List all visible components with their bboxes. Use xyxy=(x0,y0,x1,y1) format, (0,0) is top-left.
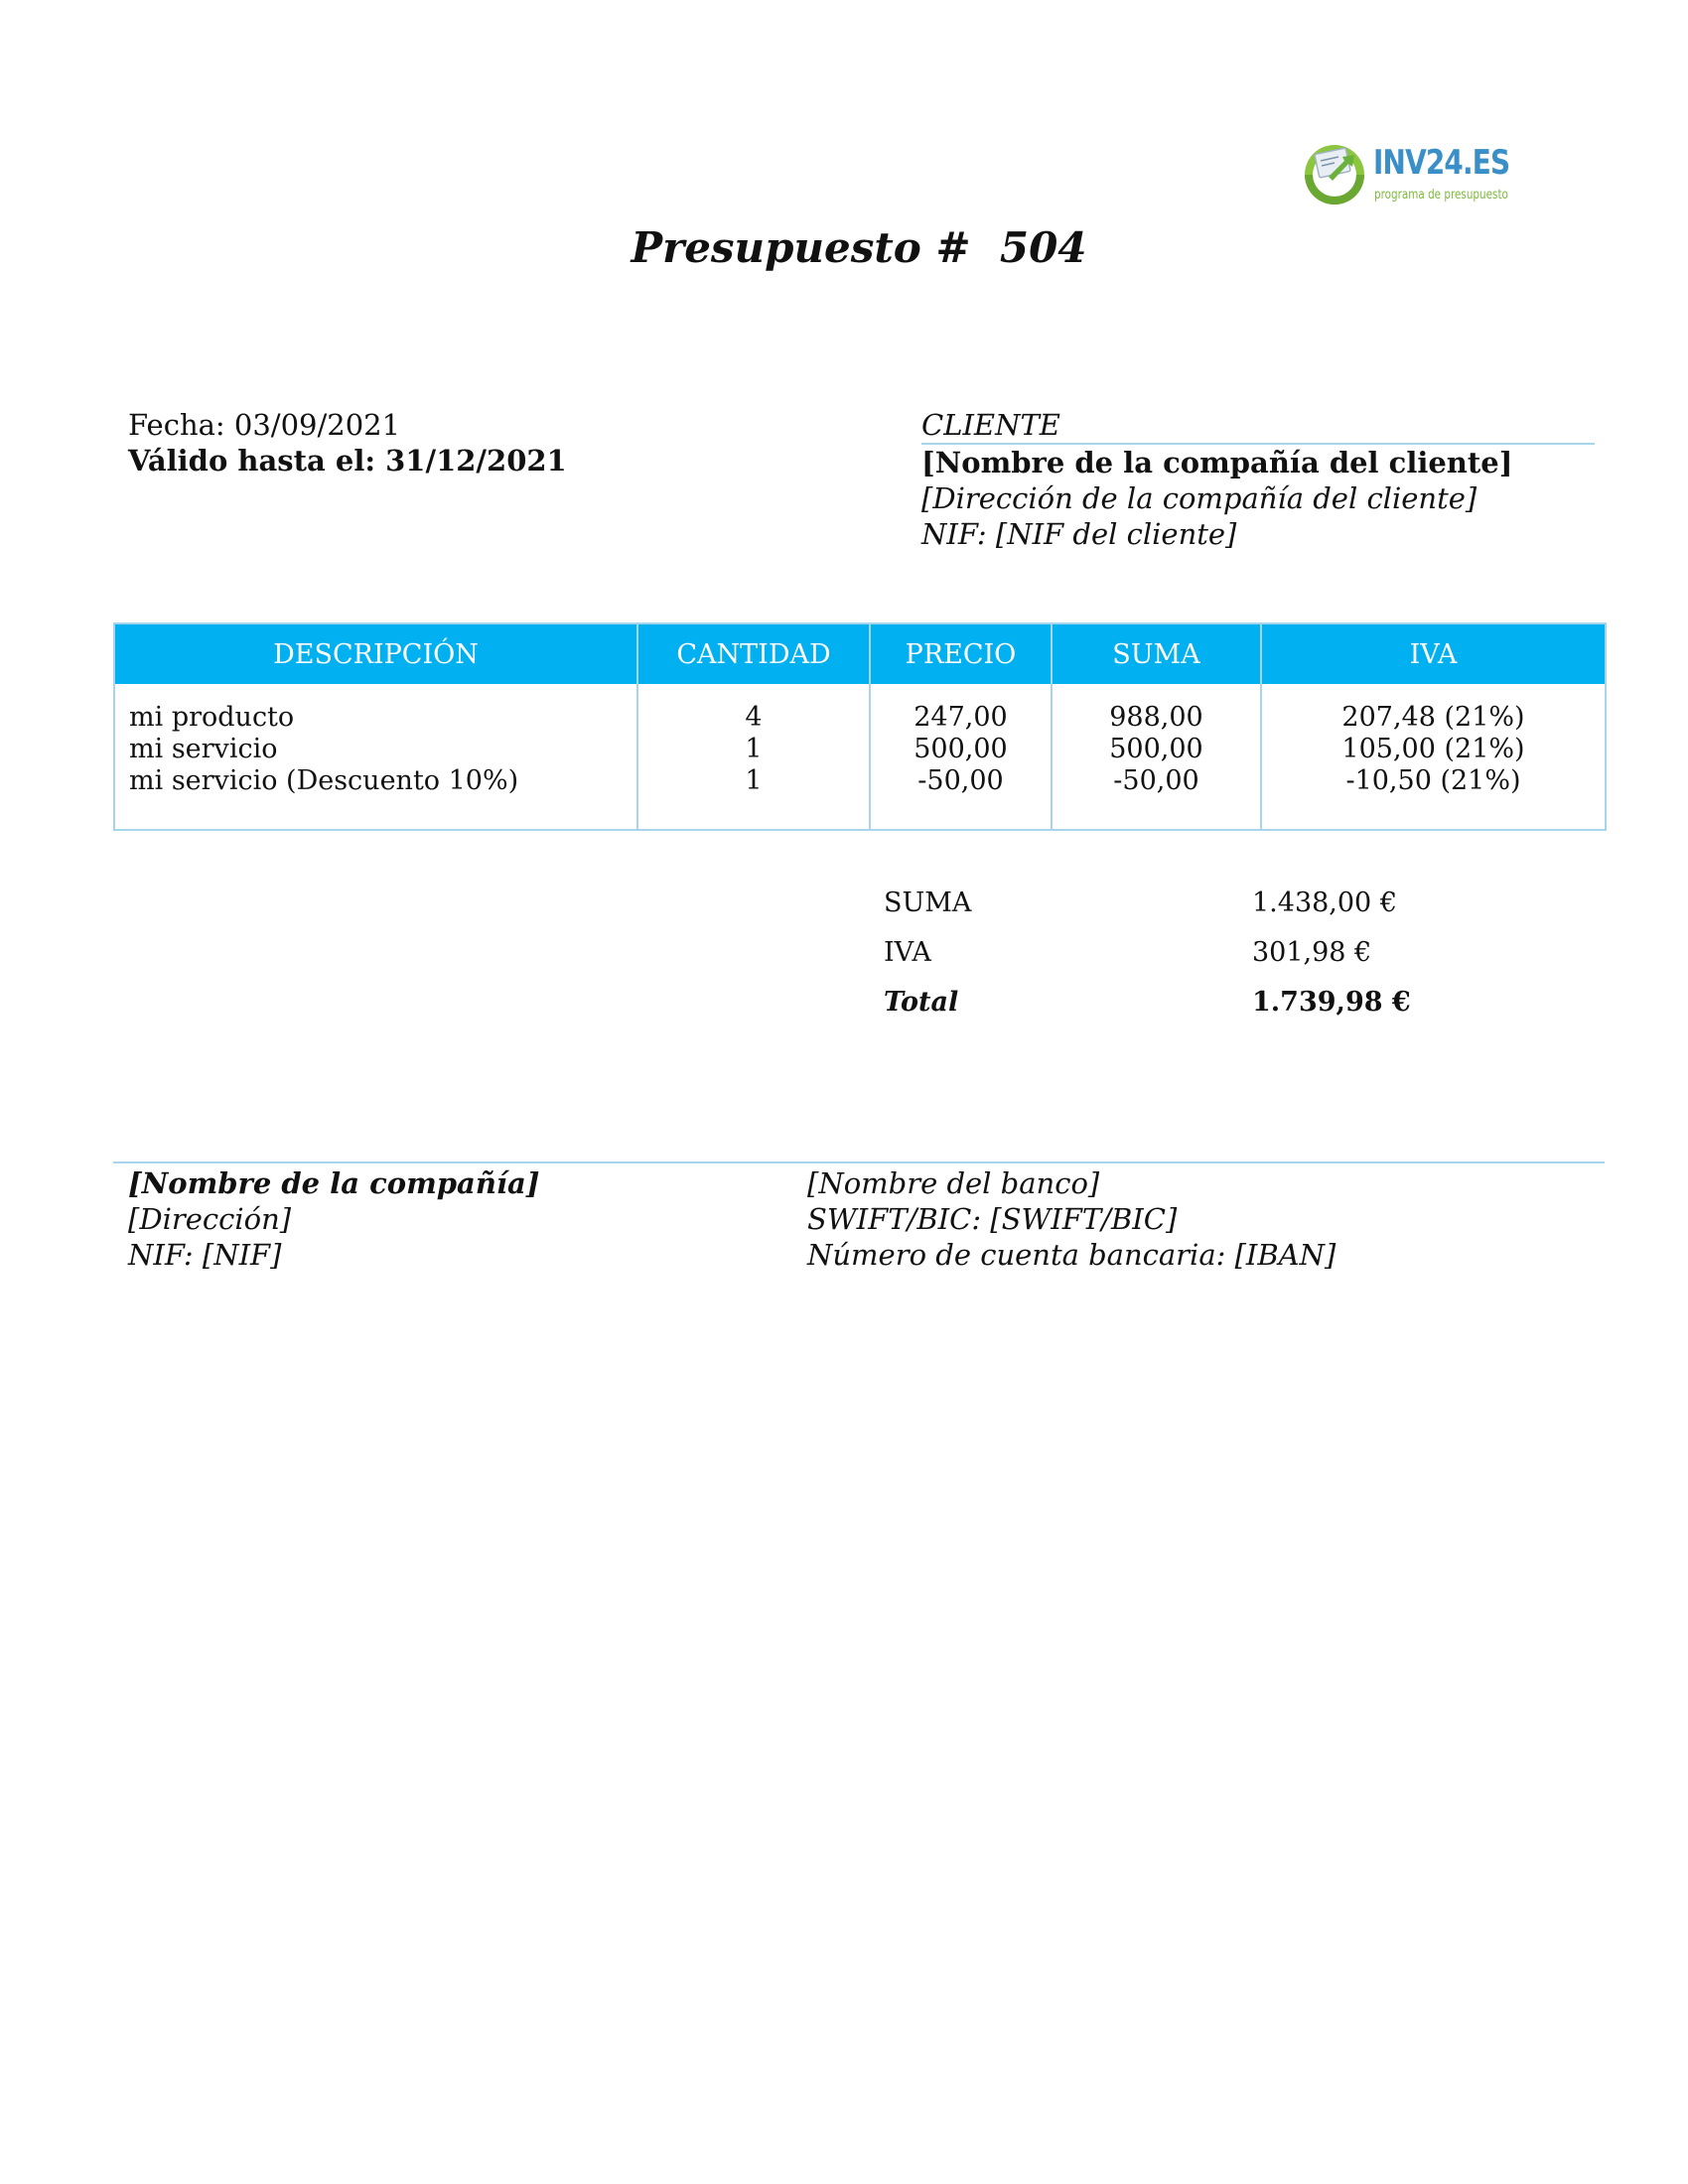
totals-sum-label: SUMA xyxy=(884,887,972,918)
price-cell xyxy=(870,684,1052,830)
items-table xyxy=(113,622,1607,831)
price-value: 247,00 xyxy=(914,702,1008,733)
column-header-sum: SUMA xyxy=(1052,623,1261,684)
totals-total-value: 1.739,98 € xyxy=(1252,987,1411,1018)
footer-swift: SWIFT/BIC: [SWIFT/BIC] xyxy=(807,1202,1178,1236)
sum-value: 988,00 xyxy=(1109,702,1203,733)
totals-total-label: Total xyxy=(884,987,959,1018)
footer-bank-name: [Nombre del banco] xyxy=(807,1166,1100,1200)
totals-vat-value: 301,98 € xyxy=(1252,937,1372,968)
price-value: -50,00 xyxy=(917,765,1004,796)
document-title: Presupuesto # 504 xyxy=(631,223,1087,272)
table-header-row xyxy=(114,623,1606,684)
column-header-description: DESCRIPCIÓN xyxy=(114,623,637,684)
description-value: mi servicio xyxy=(129,734,278,764)
quantity-cell xyxy=(637,684,870,830)
vat-value: -10,50 (21%) xyxy=(1345,765,1521,796)
description-value: mi producto xyxy=(129,702,295,733)
footer-company-block xyxy=(128,1165,539,1273)
column-header-quantity: CANTIDAD xyxy=(637,623,870,684)
totals-sum-value: 1.438,00 € xyxy=(1252,887,1397,918)
valid-until-date: Válido hasta el: 31/12/2021 xyxy=(128,444,567,478)
logo-tagline: programa de presupuesto xyxy=(1374,188,1508,203)
client-block xyxy=(921,407,1595,552)
client-nif: NIF: [NIF del cliente] xyxy=(921,517,1237,551)
company-logo xyxy=(1299,137,1510,211)
footer-bank-block xyxy=(807,1165,1336,1273)
footer-company-name: [Nombre de la compañía] xyxy=(128,1166,540,1200)
quantity-value: 1 xyxy=(745,734,763,764)
client-address: [Dirección de la compañía del cliente] xyxy=(921,481,1477,515)
table-row xyxy=(114,684,1606,830)
column-header-price: PRECIO xyxy=(870,623,1052,684)
dates-block xyxy=(128,407,567,478)
issue-date: Fecha: 03/09/2021 xyxy=(128,408,401,442)
footer-company-address: [Dirección] xyxy=(128,1202,292,1236)
sum-cell xyxy=(1052,684,1261,830)
quantity-value: 1 xyxy=(745,765,763,796)
column-header-vat: IVA xyxy=(1261,623,1606,684)
description-cell xyxy=(114,684,637,830)
price-value: 500,00 xyxy=(914,734,1008,764)
sum-value: -50,00 xyxy=(1113,765,1199,796)
footer-company-nif: NIF: [NIF] xyxy=(128,1238,282,1272)
logo-name: INV24.ES xyxy=(1373,143,1510,183)
client-name: [Nombre de la compañía del cliente] xyxy=(921,446,1513,479)
sum-value: 500,00 xyxy=(1109,734,1203,764)
logo-icon xyxy=(1299,137,1370,208)
footer-iban: Número de cuenta bancaria: [IBAN] xyxy=(807,1238,1336,1272)
description-value: mi servicio (Descuento 10%) xyxy=(129,765,519,796)
quantity-value: 4 xyxy=(745,702,763,733)
footer-divider xyxy=(113,1161,1605,1163)
vat-value: 207,48 (21%) xyxy=(1341,702,1525,733)
vat-cell xyxy=(1261,684,1606,830)
client-label: CLIENTE xyxy=(921,407,1595,445)
vat-value: 105,00 (21%) xyxy=(1341,734,1525,764)
totals-vat-label: IVA xyxy=(884,937,931,968)
